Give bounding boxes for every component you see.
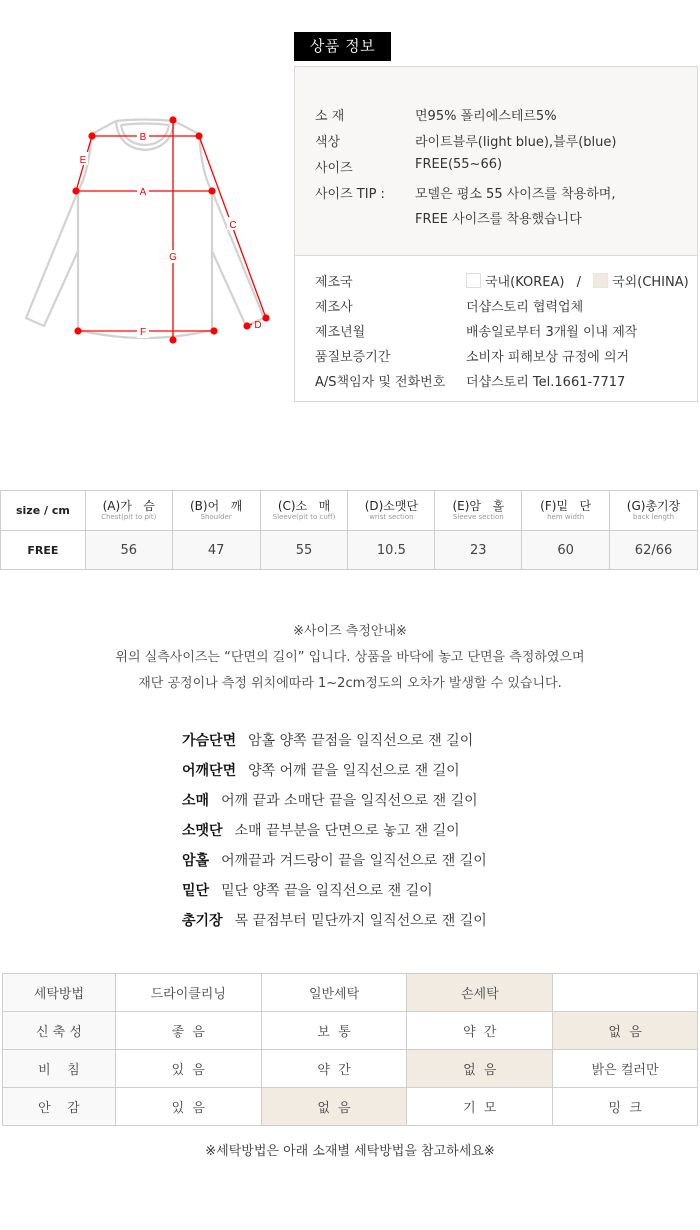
- info-key: 제조사: [315, 300, 353, 315]
- info-key: 사이즈: [315, 161, 353, 176]
- column-header-shoulder: (B)어 깨 Shoulder: [172, 491, 260, 531]
- row-label-wash-method: 세탁방법: [3, 974, 116, 1012]
- label-g: G: [169, 252, 177, 263]
- definition-item: 밑단 밑단 양쪽 끝을 일직선으로 잰 길이: [182, 883, 433, 899]
- size-label: FREE: [1, 531, 86, 570]
- definition-item: 가슴단면 암홀 양쪽 끝점을 일직선으로 잰 길이: [182, 733, 474, 749]
- option-cell-selected: 없 음: [407, 1050, 553, 1088]
- option-cell: [553, 974, 698, 1012]
- info-value: FREE 사이즈를 착용했습니다: [415, 212, 582, 227]
- value-length: 62/66: [610, 531, 698, 570]
- column-header-sleeve: (C)소 매 Sleeve(pit to cuff): [260, 491, 348, 531]
- separator: /: [576, 275, 581, 290]
- value-sleeve: 55: [260, 531, 348, 570]
- info-key: 제조년월: [315, 325, 366, 340]
- notes-title: ※사이즈 측정안내※: [293, 624, 407, 639]
- label-b: B: [139, 132, 147, 143]
- table-row: [3, 1088, 698, 1126]
- column-header-hem: (F)밑 단 hem width: [522, 491, 610, 531]
- option-cell: 기 모: [407, 1088, 553, 1126]
- row-label-lining: 안 감: [3, 1088, 116, 1126]
- option-cell: 약 간: [407, 1012, 553, 1050]
- notes-line-2: 재단 공정이나 측정 위치에따라 1~2cm정도의 오차가 발생할 수 있습니다.: [138, 676, 562, 691]
- info-value: 더샵스토리 협력업체: [466, 300, 584, 315]
- label-a: A: [139, 187, 147, 198]
- info-value: 소비자 피해보상 규정에 의거: [466, 350, 630, 365]
- table-row: [3, 1012, 698, 1050]
- info-key: 소 재: [315, 109, 345, 124]
- label-c: C: [229, 220, 237, 231]
- option-cell: 있 음: [115, 1088, 261, 1126]
- checkbox-china-checked: [593, 273, 608, 288]
- option-cell: 좋 음: [115, 1012, 261, 1050]
- column-header-chest: (A)가 슴 Chest(pit to pit): [85, 491, 172, 531]
- value-wrist: 10.5: [348, 531, 435, 570]
- info-value: 라이트블루(light blue),블루(blue): [415, 135, 617, 150]
- definition-item: 총기장 목 끝점부터 밑단까지 일직선으로 잰 길이: [182, 913, 487, 929]
- column-header-length: (G)총기장 back length: [610, 491, 698, 531]
- option-cell: 일반세탁: [261, 974, 407, 1012]
- option-china: 국외(CHINA): [612, 275, 689, 290]
- option-cell: 밍 크: [553, 1088, 698, 1126]
- notes-line-1: 위의 실측사이즈는 “단면의 길이” 입니다. 상품을 바닥에 놓고 단면을 측정하였으며: [115, 650, 585, 665]
- size-table-header: [1, 491, 698, 531]
- option-cell: 보 통: [261, 1012, 407, 1050]
- definition-item: 암홀 어깨끝과 겨드랑이 끝을 일직선으로 잰 길이: [182, 853, 487, 869]
- info-key: 제조국: [315, 275, 353, 290]
- option-cell-selected: 없 음: [553, 1012, 698, 1050]
- label-f: F: [139, 327, 147, 338]
- value-shoulder: 47: [172, 531, 260, 570]
- info-key: 품질보증기간: [315, 350, 391, 365]
- table-row: [3, 974, 698, 1012]
- product-info-box: [294, 66, 698, 402]
- info-value: 더샵스토리 Tel.1661-7717: [466, 375, 626, 390]
- country-options: [466, 271, 689, 290]
- value-hem: 60: [522, 531, 610, 570]
- definition-item: 소맷단 소매 끝부분을 단면으로 놓고 잰 길이: [182, 823, 460, 839]
- info-key: 색상: [315, 135, 341, 150]
- value-chest: 56: [85, 531, 172, 570]
- label-d: D: [254, 320, 262, 331]
- info-value: FREE(55~66): [415, 157, 503, 172]
- measurement-definitions: [182, 729, 487, 939]
- wash-care-table: [2, 973, 698, 1126]
- info-value: 면95% 폴리에스테르5%: [415, 109, 557, 124]
- info-key: 사이즈 TIP :: [315, 187, 385, 202]
- column-header-armhole: (E)암 홀 Sleeve section: [435, 491, 522, 531]
- option-cell: 드라이클리닝: [115, 974, 261, 1012]
- option-cell-selected: 손세탁: [407, 974, 553, 1012]
- product-info-summary: [295, 67, 697, 256]
- garment-measurement-diagram: [0, 100, 290, 350]
- info-value: 배송일로부터 3개월 이내 제작: [466, 325, 638, 340]
- table-row: [1, 531, 698, 570]
- option-cell-selected: 없 음: [261, 1088, 407, 1126]
- value-armhole: 23: [435, 531, 522, 570]
- checkbox-korea: [466, 273, 481, 288]
- column-header-wrist: (D)소맷단 wrist section: [348, 491, 435, 531]
- size-unit-header: size / cm: [1, 491, 86, 531]
- option-korea: 국내(KOREA): [485, 275, 565, 290]
- definition-item: 소매 어깨 끝과 소매단 끝을 일직선으로 잰 길이: [182, 793, 478, 809]
- table-row: [3, 1050, 698, 1088]
- row-label-sheer: 비 침: [3, 1050, 116, 1088]
- option-cell: 밝은 컬러만: [553, 1050, 698, 1088]
- wash-footer-note: ※세탁방법은 아래 소재별 세탁방법을 참고하세요※: [205, 1144, 495, 1159]
- size-table: [0, 490, 698, 570]
- option-cell: 있 음: [115, 1050, 261, 1088]
- info-value: 모델은 평소 55 사이즈를 착용하며,: [415, 187, 616, 202]
- row-label-stretch: 신 축 성: [3, 1012, 116, 1050]
- measurement-notes: [0, 619, 700, 697]
- option-cell: 약 간: [261, 1050, 407, 1088]
- info-key: A/S책임자 및 전화번호: [315, 375, 446, 390]
- long-sleeve-shirt-icon: [0, 100, 290, 350]
- definition-item: 어깨단면 양쪽 어깨 끝을 일직선으로 잰 길이: [182, 763, 460, 779]
- label-e: E: [79, 155, 87, 166]
- product-info-tab: 상품 정보: [294, 32, 391, 61]
